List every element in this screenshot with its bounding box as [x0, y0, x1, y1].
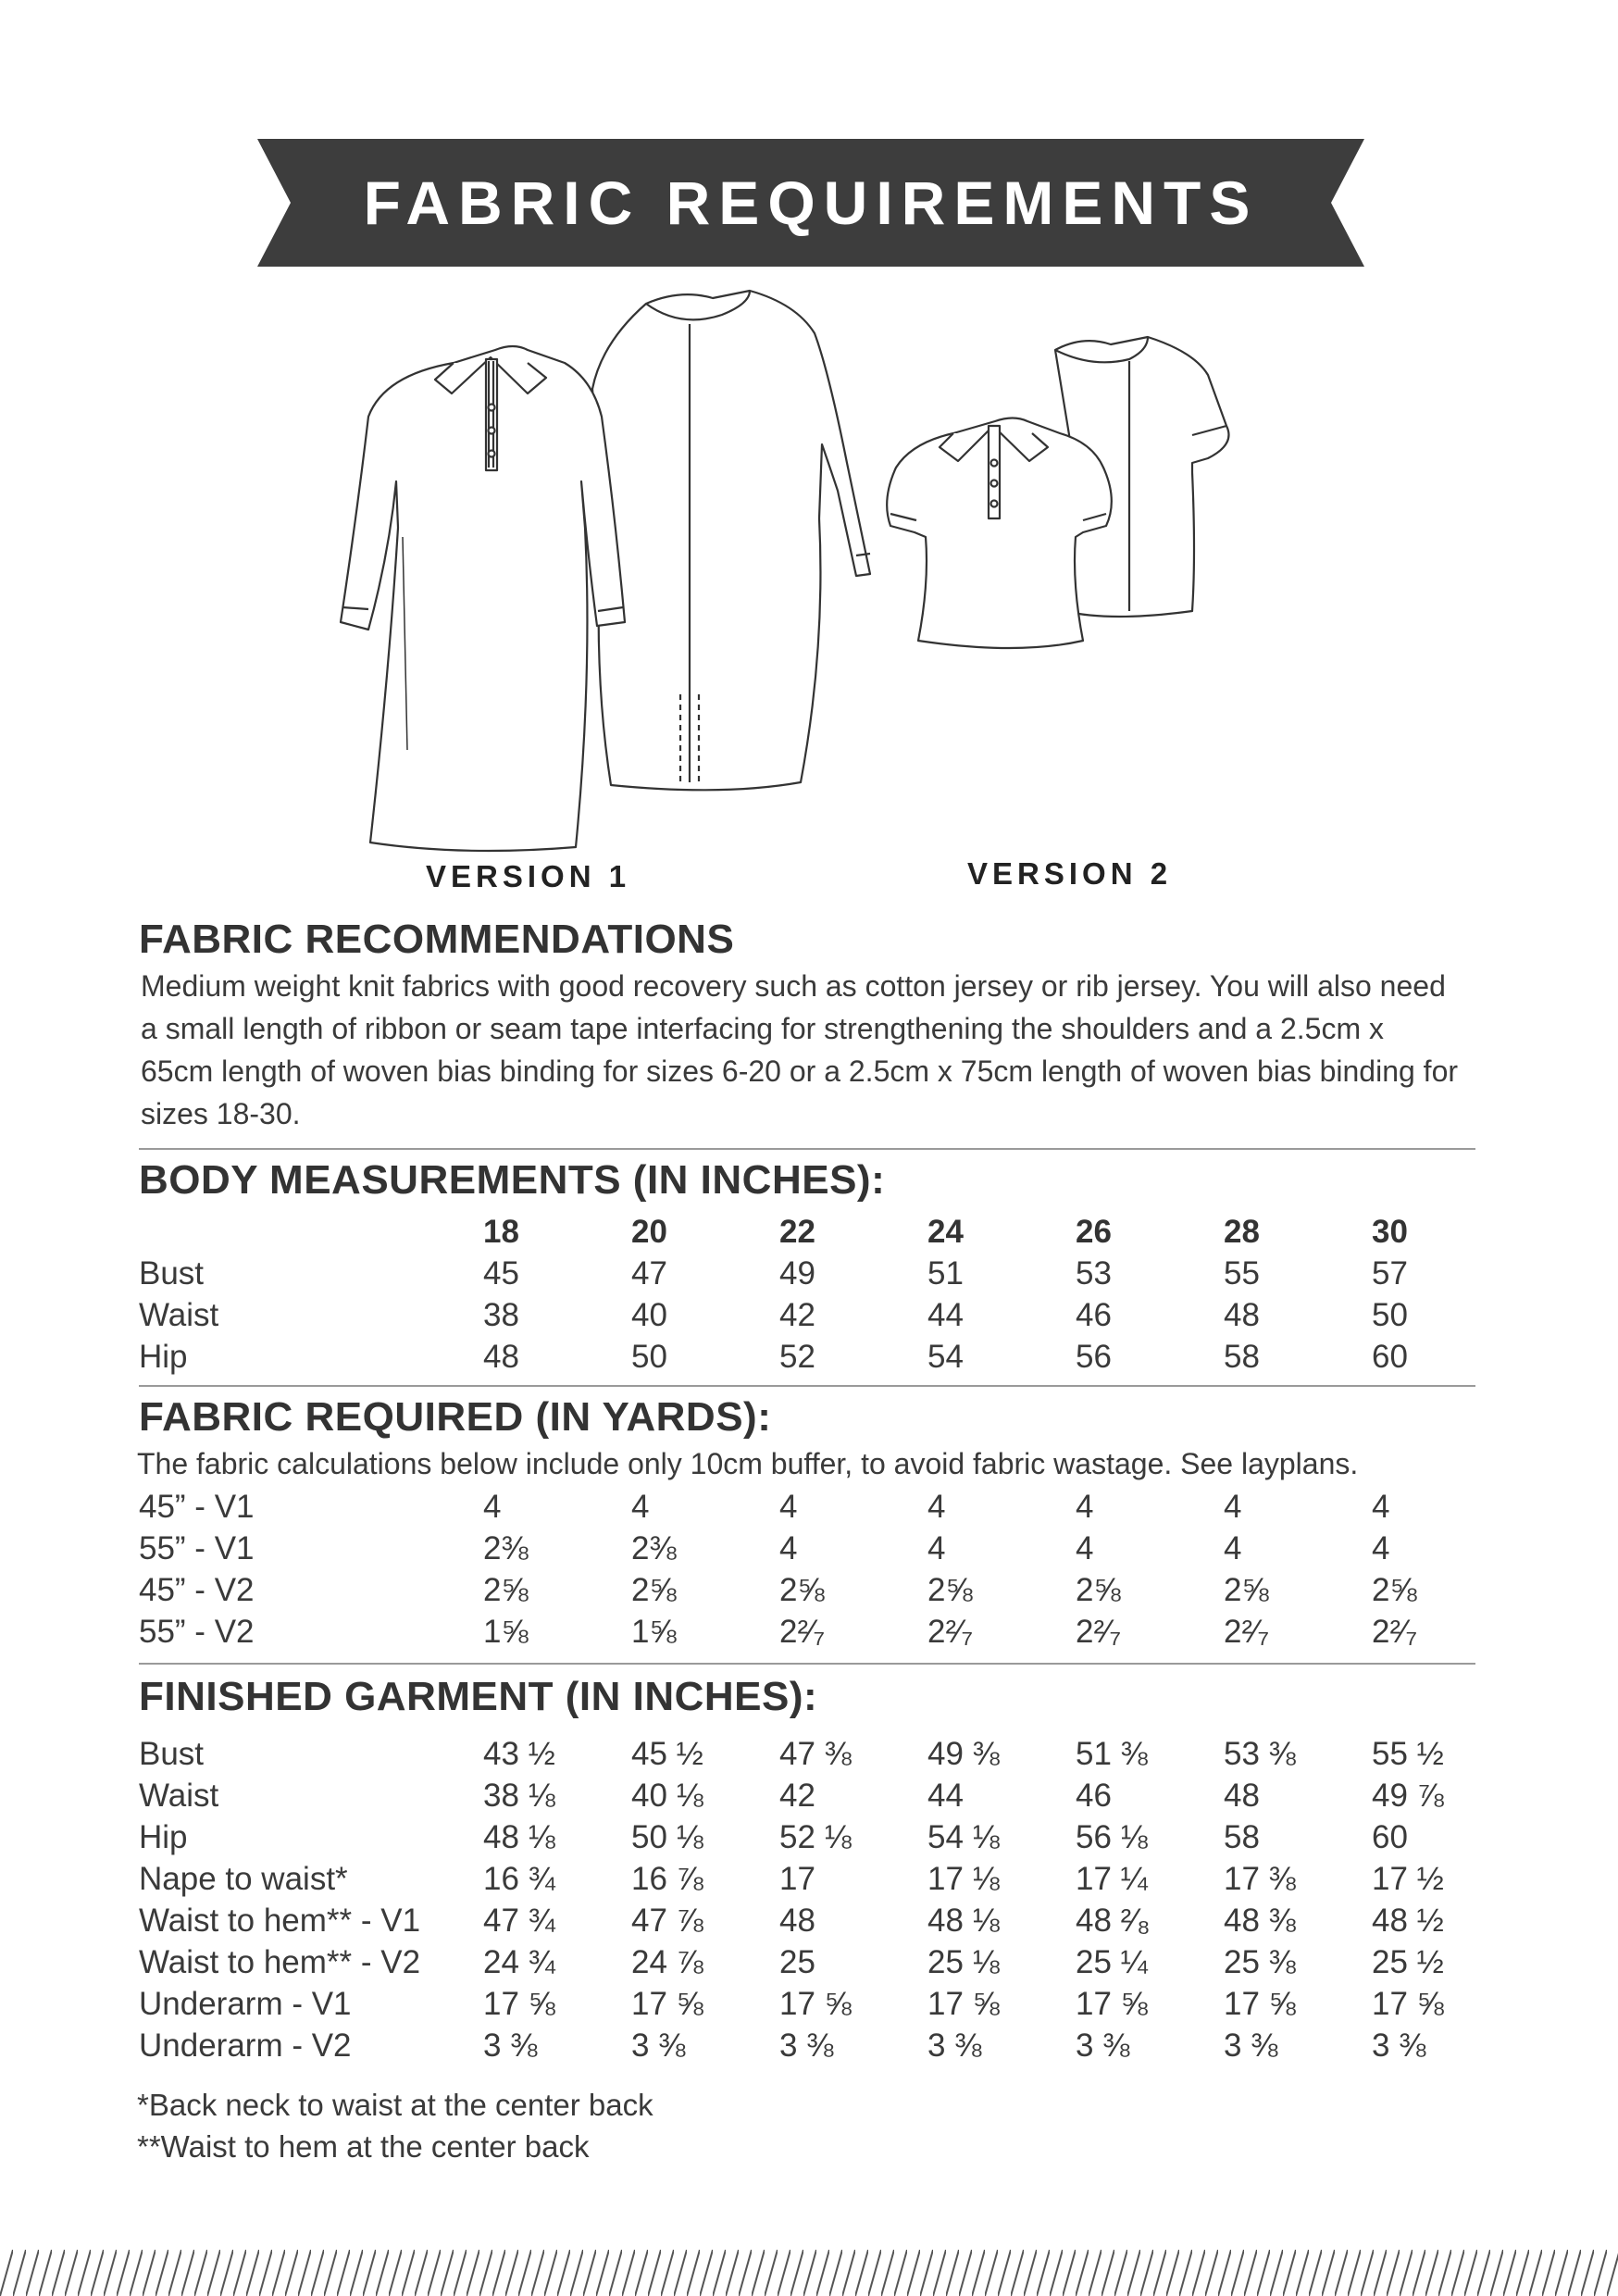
table-cell: 55 ½: [1372, 1736, 1444, 1772]
table-cell: 4: [779, 1489, 798, 1525]
table-cell: 48: [483, 1339, 519, 1375]
table-cell: 17 ⅝: [779, 1986, 852, 2022]
table-cell: 44: [927, 1778, 964, 1814]
table-cell: 2²⁄₇: [1224, 1614, 1269, 1650]
size-header: 20: [631, 1214, 667, 1250]
table-cell: 4: [927, 1530, 946, 1566]
table-cell: 48 ⅛: [927, 1903, 1000, 1939]
table-row: [139, 1900, 1481, 1941]
table-cell: 45 ½: [631, 1736, 703, 1772]
table-cell: 3 ⅜: [1076, 2028, 1130, 2064]
table-cell: 48: [779, 1903, 815, 1939]
table-cell: 17 ⅛: [927, 1861, 1000, 1897]
table-cell: 44: [927, 1297, 964, 1333]
version-1-label: VERSION 1: [426, 859, 631, 893]
table-cell: 38 ⅛: [483, 1778, 555, 1814]
table-cell: 2⅝: [1076, 1572, 1121, 1608]
table-cell: 3 ⅜: [1224, 2028, 1278, 2064]
table-cell: 2⅝: [779, 1572, 825, 1608]
footnote: *Back neck to waist at the center back: [137, 2088, 653, 2122]
table-cell: 4: [631, 1489, 650, 1525]
page-title: FABRIC REQUIREMENTS: [363, 168, 1259, 237]
table-row: [139, 2025, 1481, 2066]
row-label: 55” - V2: [139, 1614, 255, 1650]
table-cell: 25: [779, 1944, 815, 1980]
row-label: Underarm - V1: [139, 1986, 352, 2022]
table-cell: 24 ¾: [483, 1944, 555, 1980]
table-cell: 52 ⅛: [779, 1819, 852, 1855]
table-row: [139, 1816, 1481, 1858]
table-cell: 48 ²⁄₈: [1076, 1903, 1151, 1939]
size-header: 26: [1076, 1214, 1112, 1250]
table-cell: 2⅝: [631, 1572, 677, 1608]
table-cell: 48: [1224, 1778, 1260, 1814]
table-row: [139, 1611, 1481, 1653]
table-row: [139, 1858, 1481, 1900]
table-row: [139, 1294, 1481, 1336]
table-cell: 47 ¾: [483, 1903, 555, 1939]
table-cell: 2²⁄₇: [1372, 1614, 1417, 1650]
table-cell: 3 ⅜: [631, 2028, 686, 2064]
table-cell: 40: [631, 1297, 667, 1333]
table-cell: 4: [1372, 1489, 1390, 1525]
table-cell: 2²⁄₇: [1076, 1614, 1121, 1650]
row-label: Waist to hem** - V2: [139, 1944, 421, 1980]
table-cell: 52: [779, 1339, 815, 1375]
row-label: Waist to hem** - V1: [139, 1903, 421, 1939]
table-cell: 17 ⅝: [483, 1986, 555, 2022]
table-cell: 3 ⅜: [483, 2028, 538, 2064]
table-cell: 43 ½: [483, 1736, 555, 1772]
row-label: Waist: [139, 1297, 219, 1333]
row-label: Hip: [139, 1339, 188, 1375]
table-row: [139, 1486, 1481, 1528]
table-cell: 55: [1224, 1255, 1260, 1292]
table-cell: 57: [1372, 1255, 1408, 1292]
table-cell: 2⅝: [483, 1572, 529, 1608]
table-row: [139, 1941, 1481, 1983]
title-banner: [257, 139, 1364, 267]
footer-stripes: [0, 2250, 1618, 2296]
table-cell: 1⅝: [631, 1614, 677, 1650]
table-cell: 3 ⅜: [927, 2028, 982, 2064]
table-cell: 56: [1076, 1339, 1112, 1375]
table-cell: 16 ⅞: [631, 1861, 703, 1897]
size-header: 30: [1372, 1214, 1408, 1250]
table-cell: 48 ⅛: [483, 1819, 555, 1855]
dress-back-drawing: [592, 291, 870, 790]
table-cell: 48: [1224, 1297, 1260, 1333]
table-cell: 53: [1076, 1255, 1112, 1292]
divider: [139, 1385, 1475, 1387]
row-label: Bust: [139, 1736, 205, 1772]
recommendations-text: Medium weight knit fabrics with good recovery such as cotton jersey or rib jersey. You will also need a small length of ribbon or seam tape interfacing for strengthening the shoulders and a 2.5cm x 65cm length of woven bias binding for sizes 6-20 or a 2.5cm x 75cm length of woven bias binding for sizes 18-30.: [141, 969, 1459, 1130]
size-header: 18: [483, 1214, 519, 1250]
table-cell: 47 ⅞: [631, 1903, 703, 1939]
table-cell: 58: [1224, 1819, 1260, 1855]
table-cell: 2⅜: [483, 1530, 529, 1566]
table-cell: 4: [1076, 1489, 1094, 1525]
table-row: [139, 1775, 1481, 1816]
table-cell: 17 ⅝: [1224, 1986, 1296, 2022]
size-header: 24: [927, 1214, 964, 1250]
table-cell: 2⅝: [1372, 1572, 1417, 1608]
table-cell: 46: [1076, 1297, 1112, 1333]
table-cell: 17 ⅝: [631, 1986, 703, 2022]
divider: [139, 1663, 1475, 1665]
table-cell: 17 ⅜: [1224, 1861, 1296, 1897]
table-cell: 50: [1372, 1297, 1408, 1333]
table-cell: 49 ⅞: [1372, 1778, 1444, 1814]
fabric-required-note: The fabric calculations below include only 10cm buffer, to avoid fabric wastage. See layplans.: [137, 1447, 1359, 1480]
table-cell: 53 ⅜: [1224, 1736, 1296, 1772]
finished-garment-table: [139, 1733, 1481, 2066]
table-cell: 2⅝: [927, 1572, 973, 1608]
table-cell: 4: [483, 1489, 502, 1525]
table-cell: 4: [1076, 1530, 1094, 1566]
shirt-front-drawing: [887, 418, 1112, 649]
table-cell: 17 ½: [1372, 1861, 1444, 1897]
row-label: 45” - V2: [139, 1572, 255, 1608]
row-label: Hip: [139, 1819, 188, 1855]
table-cell: 2⅝: [1224, 1572, 1269, 1608]
fabric-required-heading: FABRIC REQUIRED (IN YARDS):: [139, 1394, 772, 1440]
table-cell: 50: [631, 1339, 667, 1375]
table-cell: 17 ⅝: [1372, 1986, 1444, 2022]
table-cell: 60: [1372, 1819, 1408, 1855]
table-cell: 2⅜: [631, 1530, 677, 1566]
table-cell: 51 ⅜: [1076, 1736, 1148, 1772]
table-cell: 4: [1224, 1489, 1242, 1525]
table-cell: 4: [927, 1489, 946, 1525]
table-cell: 24 ⅞: [631, 1944, 703, 1980]
row-label: Underarm - V2: [139, 2028, 352, 2064]
table-cell: 17 ¼: [1076, 1861, 1148, 1897]
row-label: Nape to waist*: [139, 1861, 348, 1897]
table-cell: 54 ⅛: [927, 1819, 1000, 1855]
table-cell: 25 ⅛: [927, 1944, 1000, 1980]
table-row: [139, 1253, 1481, 1294]
table-row: [139, 1733, 1481, 1775]
table-cell: 51: [927, 1255, 964, 1292]
table-cell: 4: [1372, 1530, 1390, 1566]
size-header: 28: [1224, 1214, 1260, 1250]
table-cell: 2²⁄₇: [779, 1614, 825, 1650]
table-cell: 48 ⅜: [1224, 1903, 1296, 1939]
footnote: **Waist to hem at the center back: [137, 2129, 590, 2164]
table-cell: 45: [483, 1255, 519, 1292]
body-measurements-heading: BODY MEASUREMENTS (IN INCHES):: [139, 1157, 886, 1203]
garment-illustrations: [315, 278, 1481, 870]
table-cell: 58: [1224, 1339, 1260, 1375]
row-label: Waist: [139, 1778, 219, 1814]
row-label: 45” - V1: [139, 1489, 255, 1525]
table-cell: 54: [927, 1339, 964, 1375]
table-cell: 16 ¾: [483, 1861, 555, 1897]
table-cell: 56 ⅛: [1076, 1819, 1148, 1855]
table-cell: 2²⁄₇: [927, 1614, 973, 1650]
table-cell: 48 ½: [1372, 1903, 1444, 1939]
finished-garment-heading: FINISHED GARMENT (IN INCHES):: [139, 1674, 818, 1719]
table-row: [139, 1983, 1481, 2025]
table-cell: 17 ⅝: [1076, 1986, 1148, 2022]
table-cell: 47: [631, 1255, 667, 1292]
size-header: 22: [779, 1214, 815, 1250]
table-cell: 38: [483, 1297, 519, 1333]
table-cell: 3 ⅜: [1372, 2028, 1426, 2064]
dress-front-drawing: [341, 346, 625, 851]
table-cell: 17 ⅝: [927, 1986, 1000, 2022]
table-row: [139, 1528, 1481, 1569]
fabric-required-table: [139, 1486, 1481, 1653]
table-cell: 42: [779, 1778, 815, 1814]
row-label: 55” - V1: [139, 1530, 255, 1566]
table-cell: 47 ⅜: [779, 1736, 852, 1772]
table-cell: 4: [779, 1530, 798, 1566]
table-cell: 49: [779, 1255, 815, 1292]
table-cell: 17: [779, 1861, 815, 1897]
table-cell: 50 ⅛: [631, 1819, 703, 1855]
table-cell: 25 ½: [1372, 1944, 1444, 1980]
table-cell: 1⅝: [483, 1614, 529, 1650]
table-cell: 4: [1224, 1530, 1242, 1566]
table-cell: 46: [1076, 1778, 1112, 1814]
table-cell: 25 ⅜: [1224, 1944, 1296, 1980]
table-cell: 40 ⅛: [631, 1778, 703, 1814]
size-header-row: [139, 1211, 1481, 1253]
body-measurements-table: [139, 1211, 1481, 1378]
divider: [139, 1148, 1475, 1150]
recommendations-heading: FABRIC RECOMMENDATIONS: [139, 917, 735, 962]
table-cell: 25 ¼: [1076, 1944, 1148, 1980]
table-row: [139, 1569, 1481, 1611]
table-cell: 3 ⅜: [779, 2028, 834, 2064]
table-cell: 60: [1372, 1339, 1408, 1375]
table-cell: 49 ⅜: [927, 1736, 1000, 1772]
table-row: [139, 1336, 1481, 1378]
row-label: Bust: [139, 1255, 205, 1292]
version-2-label: VERSION 2: [967, 856, 1173, 891]
table-cell: 42: [779, 1297, 815, 1333]
